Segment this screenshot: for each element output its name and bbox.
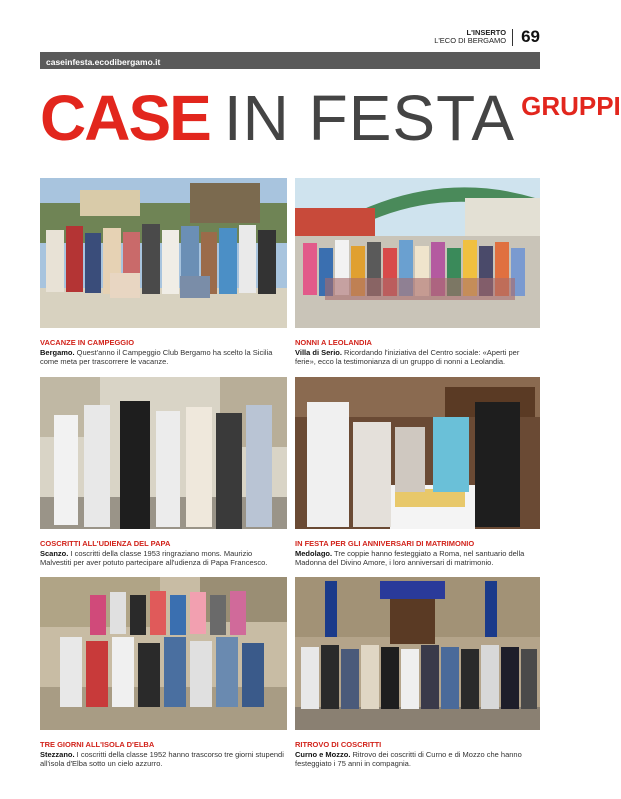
photo-ritrovo-coscritti (295, 577, 540, 730)
photo-campeggio-image (40, 178, 287, 328)
caption-title: NONNI A LEOLANDIA (295, 338, 372, 347)
photo-isola-elba (40, 577, 287, 730)
brand-line-2: L'ECO DI BERGAMO (434, 36, 507, 45)
publication-brand (434, 29, 513, 46)
caption-udienza-papa (40, 539, 285, 568)
caption-title: RITROVO DI COSCRITTI (295, 740, 382, 749)
caption-title: IN FESTA PER GLI ANNIVERSARI DI MATRIMONIO (295, 539, 475, 548)
caption-ritrovo-coscritti (295, 740, 540, 769)
title-in-festa: IN FESTA (223, 82, 516, 154)
section-url[interactable]: caseinfesta.ecodibergamo.it (46, 57, 161, 67)
caption-title: VACANZE IN CAMPEGGIO (40, 338, 135, 347)
caption-campeggio (40, 338, 285, 367)
title-gruppi: GRUPPI (521, 91, 621, 121)
caption-text: I coscritti della classe 1953 ringraziano mons. Maurizio Malvestiti per aver potuto partecipare all'udienza di Papa Francesco. (40, 548, 268, 567)
caption-text: Ritrovo dei coscritti di Curno e di Mozzo che hanno festeggiato i 75 anni in compagnia. (295, 749, 522, 768)
page-header (434, 26, 540, 48)
caption-anniversari (295, 539, 540, 568)
page-title (40, 82, 621, 154)
photo-udienza-papa-image (40, 377, 287, 529)
photo-anniversari (295, 377, 540, 529)
section-url-bar (40, 52, 540, 69)
caption-text: Quest'anno il Campeggio Club Bergamo ha scelto la Sicilia come meta per trascorrere le vacanze. (40, 347, 273, 366)
photo-udienza-papa (40, 377, 287, 529)
caption-text: I coscritti della classe 1952 hanno trascorso tre giorni stupendi all'isola d'Elba sotto un cielo azzurro. (40, 749, 284, 768)
caption-isola-elba (40, 740, 285, 769)
caption-leolandia (295, 338, 540, 367)
caption-place: Stezzano. (40, 749, 75, 759)
photo-campeggio (40, 178, 287, 328)
caption-place: Medolago. (295, 548, 333, 558)
photo-anniversari-image (295, 377, 540, 529)
photo-isola-elba-image (40, 577, 287, 730)
title-case: CASE (40, 82, 210, 154)
page-number: 69 (521, 27, 540, 46)
caption-text: Tre coppie hanno festeggiato a Roma, nel santuario della Madonna del Divino Amore, i loro anniversari di matrimonio. (295, 548, 525, 567)
caption-title: COSCRITTI ALL'UDIENZA DEL PAPA (40, 539, 171, 548)
photo-leolandia (295, 178, 540, 328)
caption-place: Bergamo. (40, 347, 75, 357)
brand-line-1: L'INSERTO (466, 27, 507, 37)
photo-leolandia-image (295, 178, 540, 328)
caption-title: TRE GIORNI ALL'ISOLA D'ELBA (40, 740, 155, 749)
caption-place: Scanzo. (40, 548, 69, 558)
photo-ritrovo-coscritti-image (295, 577, 540, 730)
caption-text: Ricordando l'iniziativa del Centro sociale: «Aperti per ferie», ecco la testimonianza di un gruppo di nonni a Leolandia. (295, 347, 520, 366)
caption-place: Villa di Serio. (295, 347, 342, 357)
caption-place: Curno e Mozzo. (295, 749, 351, 759)
